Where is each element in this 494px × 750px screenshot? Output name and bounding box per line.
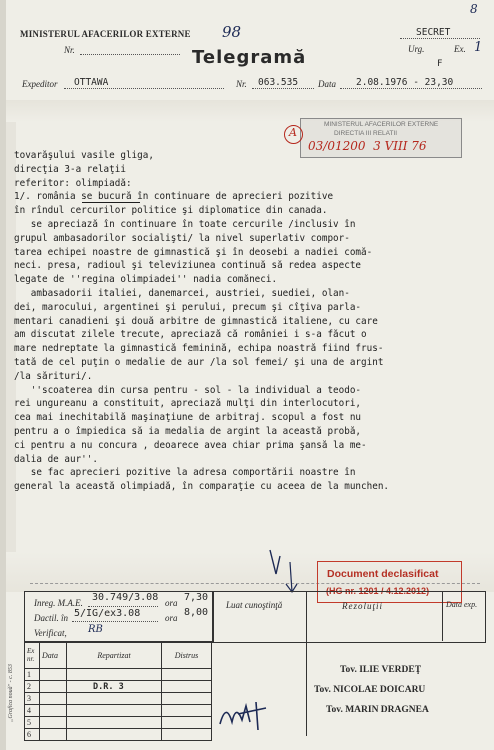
luat-cunostinta-label: Luat cunoştinţă — [226, 600, 283, 610]
inreg-line — [88, 606, 158, 607]
body-line: referitor: olimpiadă: — [14, 177, 132, 189]
dactil-ora-value: 8,00 — [184, 607, 209, 618]
handwritten-corner-number: 98 — [222, 23, 242, 41]
dactil-value: 5/IG/ex3.08 — [74, 608, 141, 619]
body-line: ambasadorii italiei, danemarcei, austriei, suediei, olan- — [14, 287, 350, 299]
col-ex-nr: Ex nr. — [25, 642, 40, 669]
body-line: 1/. românia se bucură în continuare de aprecieri pozitive — [14, 191, 334, 203]
body-line: dei, marocului, argentinei şi perului, precum şi cîţiva parla- — [14, 301, 362, 313]
recipient-1: Tov. ILIE VERDEŢ — [340, 665, 422, 675]
table-row: 3 — [25, 693, 212, 705]
body-line: ci pentru a nu concura , deoarece avea chiar prima şansă la me- — [14, 439, 367, 451]
ex-label: Ex. — [454, 44, 466, 54]
table-row: 1 — [25, 669, 212, 681]
ex-value: 1 — [474, 40, 483, 55]
handwritten-signature — [216, 694, 276, 734]
ministry-name: MINISTERUL AFACERILOR EXTERNE — [20, 29, 191, 39]
stamp-circle-letter: A — [289, 126, 297, 139]
body-line: legate de ''regina olimpiadei'' nadia comăneci. — [14, 274, 278, 286]
secret-label: SECRET — [416, 27, 451, 38]
stamp-handwritten-number: 03/01200 3 VIII 76 — [308, 139, 427, 153]
data-field — [340, 88, 482, 89]
table-row: 2 D.R. 3 — [25, 681, 212, 693]
body-line: se fac aprecieri pozitive la adresa comportării noastre în — [14, 467, 356, 479]
body-line: ''scoaterea din cursa pentru - sol - la individual a teodo- — [14, 384, 362, 396]
stamp-line1: MINISTERUL AFACERILOR EXTERNE — [324, 121, 439, 128]
body-line: se apreciază în continuare în toate cercurile /inclusiv în — [14, 218, 356, 230]
rezolutii-label: Rezoluţii — [342, 601, 383, 611]
body-line: dalia de aur''. — [14, 453, 98, 465]
body-line: general la această olimpiadă, în comparaţie cu aceea de la munchen. — [14, 481, 390, 493]
recipient-3: Tov. MARIN DRAGNEA — [326, 705, 429, 715]
inreg-label: Inreg. M.A.E. — [34, 598, 83, 608]
data-exp-label: Data exp. — [446, 600, 478, 609]
body-line: mare nedreptate la gimnastică feminină, echipa noastră fiind frus- — [14, 343, 384, 355]
subject-underline — [82, 202, 140, 203]
body-line: mentari canadieni şi două arbitre de gimnastică italiene, cu care — [14, 315, 378, 327]
recipient-2: Tov. NICOLAE DOICARU — [314, 685, 426, 695]
table-row: 5 — [25, 717, 212, 729]
printer-side-note: „Grafica nouă" - c. 853 — [7, 664, 14, 722]
verificat-value: RB — [88, 624, 103, 635]
inreg-value: 30.749/3.08 — [92, 592, 159, 603]
col-repartizat: Repartizat — [67, 642, 162, 669]
resolution-divider-1 — [306, 591, 307, 736]
telegram-body — [14, 149, 482, 494]
nr-field — [80, 54, 180, 55]
distribution-table — [24, 641, 212, 741]
distribution-table-wrap — [24, 641, 212, 741]
f-value: F — [437, 59, 443, 69]
col-distrus: Distrus — [162, 642, 212, 669]
body-line: în rîndul cercurilor politice şi diplomatice din canada. — [14, 205, 328, 217]
declassified-line1: Document declasificat — [327, 568, 439, 580]
data-label: Data — [318, 79, 336, 89]
body-line: rei ungureanu a constituit, apreciază mulţi din interlocutori, — [14, 398, 362, 410]
nr2-label: Nr. — [236, 79, 247, 89]
body-line: direcţia 3-a relaţii — [14, 163, 126, 175]
verificat-label: Verificat, — [34, 628, 67, 638]
body-line: pentru a o împiedica să ia medalia de argint la această probă, — [14, 425, 362, 437]
body-line: grupul ambasadorilor socialişti/ la nivel superlativ compor- — [14, 232, 350, 244]
col-data: Data — [40, 642, 67, 669]
urg-label: Urg. — [408, 44, 425, 54]
body-line: /la sărituri/. — [14, 370, 93, 382]
expeditor-value: OTTAWA — [74, 77, 109, 88]
dactil-line — [72, 621, 158, 622]
body-line: cea mai inechitabilă maşinaţiune de arbitraj. scopul a fost nu — [14, 412, 362, 424]
declassified-line2: (HG nr. 1201 / 4.12.2012) — [326, 586, 430, 596]
table-row: 6 — [25, 729, 212, 741]
dactil-ora-label: ora — [165, 613, 178, 623]
table-row: 4 — [25, 705, 212, 717]
expeditor-label: Expeditor — [22, 79, 58, 89]
telegram-title: Telegramă — [192, 47, 307, 68]
stamp-line2: DIRECTIA III RELATII — [334, 130, 398, 137]
data-value: 2.08.1976 - 23,30 — [356, 77, 454, 88]
nr-label: Nr. — [64, 45, 75, 55]
body-line: tarea echipei noastre de gimnastică şi în deosebi a nadiei comă- — [14, 246, 373, 258]
dactil-label: Dactil. în — [34, 613, 68, 623]
body-line: tovarăşului vasile gliga, — [14, 150, 154, 161]
body-line: neci. presa, radioul şi televiziunea continuă să redea aspecte — [14, 260, 362, 272]
nr2-field — [252, 88, 314, 89]
body-line: tată de cel puţin o medalie de aur /la sol femei/ şi una de argint — [14, 356, 384, 368]
inreg-ora-label: ora — [165, 598, 178, 608]
resolution-box — [212, 591, 486, 643]
nr2-value: 063.535 — [258, 77, 299, 88]
body-line: am discutat zilele trecute, apreciază că româniei i s-a făcut o — [14, 329, 367, 341]
handwritten-top-right-number: 8 — [470, 2, 478, 16]
inreg-ora-value: 7,30 — [184, 592, 209, 603]
handwritten-arrow-marks — [250, 548, 320, 594]
secret-underline — [400, 38, 480, 39]
expeditor-field — [64, 88, 224, 89]
resolution-divider-2 — [442, 591, 443, 641]
